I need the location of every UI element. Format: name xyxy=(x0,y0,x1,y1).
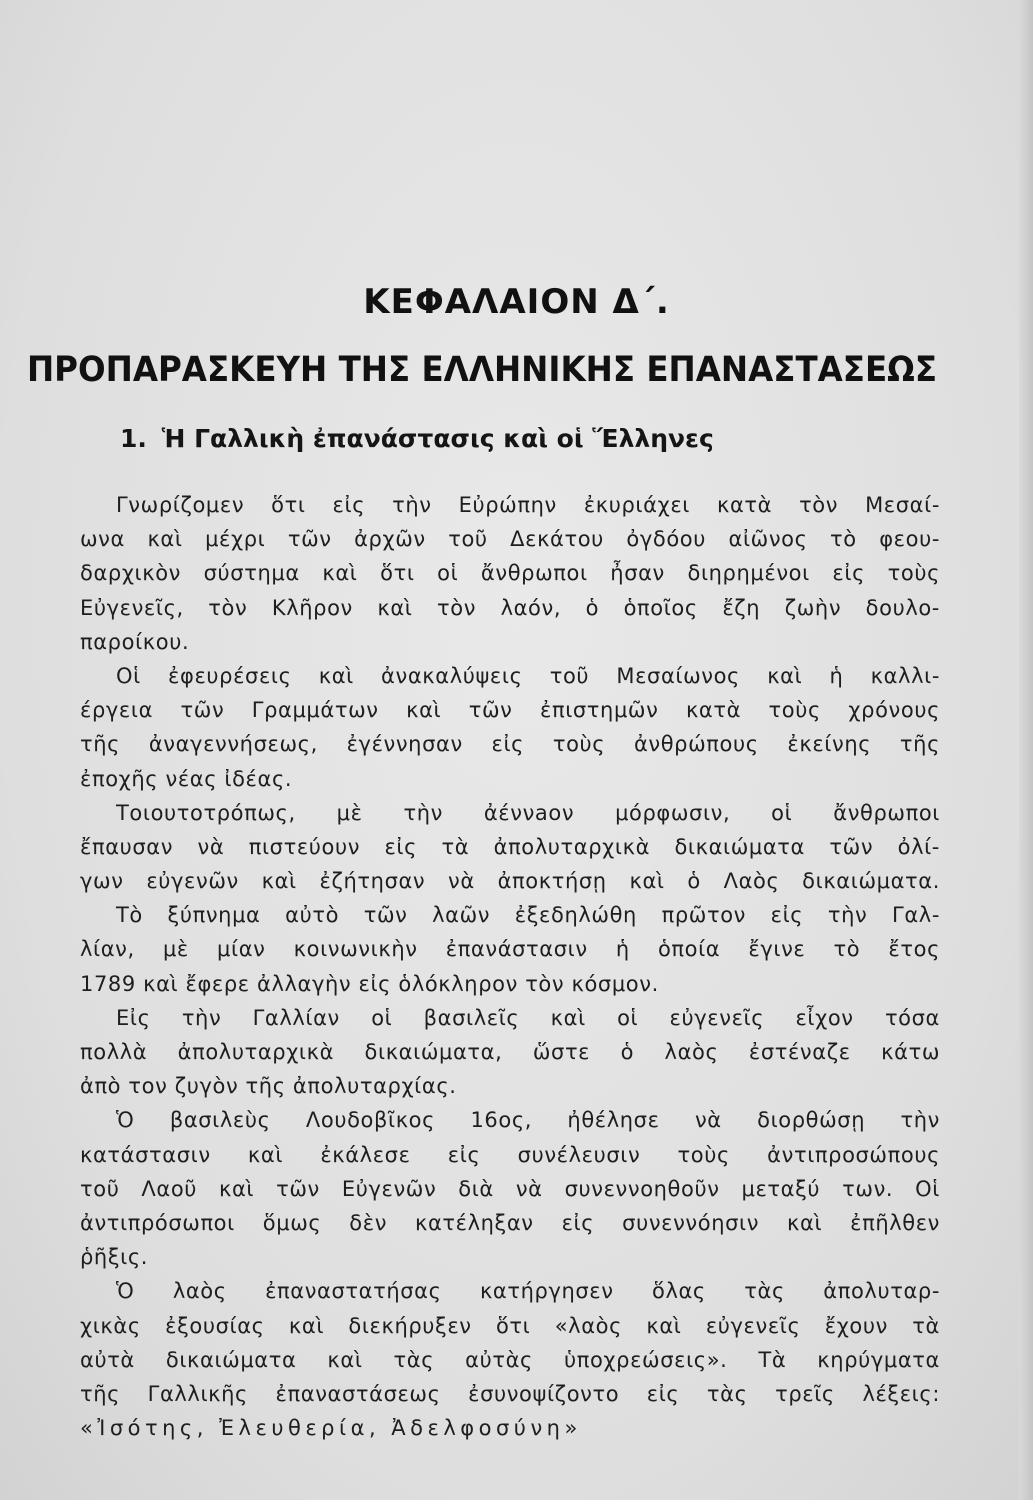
text-line: ἐποχῆς νέας ἰδέας. xyxy=(80,766,293,791)
text-line: Ὁ βασιλεὺς Λουδοβῖκος 16ος, ἠθέλησε νὰ διορθώσῃ τὴν xyxy=(116,1108,940,1133)
section-title: Ἡ Γαλλικὴ ἐπανάστασις καὶ οἱ Ἕλληνες xyxy=(161,424,714,453)
text-line: κατάστασιν καὶ ἐκάλεσε εἰς συνέλευσιν τοὺς ἀντιπροσώπους xyxy=(80,1142,940,1167)
page-edge-shadow xyxy=(1019,0,1033,1500)
text-line: Οἱ ἐφευρέσεις καὶ ἀνακαλύψεις τοῦ Μεσαίωνος καὶ ἡ καλλι- xyxy=(116,663,940,688)
text-line: παροίκου. xyxy=(80,629,190,654)
text-line: πολλὰ ἀπολυταρχικὰ δικαιώματα, ὥστε ὁ λαὸς ἐστέναζε κάτω xyxy=(80,1040,940,1064)
text-line: Εἰς τὴν Γαλλίαν οἱ βασιλεῖς καὶ οἱ εὐγενεῖς εἶχον τόσα xyxy=(116,1005,940,1030)
body-text xyxy=(80,488,940,1445)
text-line: τοῦ Λαοῦ καὶ τῶν Εὐγενῶν διὰ νὰ συνεννοηθοῦν μεταξύ των. Οἱ xyxy=(80,1176,940,1201)
text-line: Γνωρίζομεν ὅτι εἰς τὴν Εὐρώπην ἐκυριάχει κατὰ τὸν Μεσαί- xyxy=(116,493,940,517)
text-line: αὐτὰ δικαιώματα καὶ τὰς αὐτὰς ὑποχρεώσεις». Τὰ κηρύγματα xyxy=(80,1347,940,1372)
text-line: 1789 καὶ ἔφερε ἀλλαγὴν εἰς ὁλόκληρον τὸν κόσμον. xyxy=(80,971,659,996)
text-line: τῆς ἀναγεννήσεως, ἐγέννησαν εἰς τοὺς ἀνθρώπους ἐκείνης τῆς xyxy=(80,732,940,757)
text-line: Εὐγενεῖς, τὸν Κλῆρον καὶ τὸν λαόν, ὁ ὁποῖος ἔζη ζωὴν δουλο- xyxy=(80,595,940,620)
text-line: ωνα καὶ μέχρι τῶν ἀρχῶν τοῦ Δεκάτου ὀγδόου αἰῶνος τὸ φεου- xyxy=(80,527,940,552)
text-line: Τὸ ξύπνημα αὐτὸ τῶν λαῶν ἐξεδηλώθη πρῶτον εἰς τὴν Γαλ- xyxy=(116,903,940,928)
text-line: «Ἰσότης, Ἐλευθερία, Ἀδελφοσύνη» xyxy=(80,1416,582,1441)
text-line: Ὁ λαὸς ἐπαναστατήσας κατήργησεν ὅλας τὰς ἀπολυταρ- xyxy=(116,1279,940,1304)
section-heading xyxy=(120,424,720,453)
chapter-title: ΠΡΟΠΑΡΑΣΚΕΥΗ ΤΗΣ ΕΛΛΗΝΙΚΗΣ ΕΠΑΝΑΣΤΑΣΕΩΣ xyxy=(26,348,938,390)
text-line: Τοιουτοτρόπως, μὲ τὴν ἀέννaoν μόρφωσιν, οἱ ἄνθρωποι xyxy=(116,800,940,825)
text-line: δαρχικὸν σύστημα καὶ ὅτι οἱ ἄνθρωποι ἦσαν διηρημένοι εἰς τοὺς xyxy=(80,561,940,586)
chapter-heading: ΚΕΦΑΛΑΙΟΝ Δ΄. xyxy=(363,282,670,322)
text-line: ῥῆξις. xyxy=(80,1245,149,1270)
text-line: χικὰς ἐξουσίας καὶ διεκήρυξεν ὅτι «λαὸς καὶ εὐγενεῖς ἔχουν τὰ xyxy=(80,1313,940,1338)
section-number: 1. xyxy=(120,424,147,453)
text-line: γων εὐγενῶν καὶ ἐζήτησαν νὰ ἀποκτήσῃ καὶ ὁ Λαὸς δικαιώματα. xyxy=(80,869,940,894)
text-line: τῆς Γαλλικῆς ἐπαναστάσεως ἐσυνοψίζοντο εἰς τὰς τρεῖς λέξεις: xyxy=(80,1381,940,1406)
text-line: ἀπὸ τον ζυγὸν τῆς ἀπολυταρχίας. xyxy=(80,1074,457,1099)
text-line: ἔπαυσαν νὰ πιστεύουν εἰς τὰ ἀπολυταρχικὰ δικαιώματα τῶν ὀλί- xyxy=(80,834,940,859)
text-line: έργεια τῶν Γραμμάτων καὶ τῶν ἐπιστημῶν κατὰ τοὺς χρόνους xyxy=(80,698,940,723)
text-line: λίαν, μὲ μίαν κοινωνικὴν ἐπανάστασιν ἡ ὁποία ἔγινε τὸ ἔτος xyxy=(80,937,940,962)
text-line: ἀντιπρόσωποι ὅμως δὲν κατέληξαν εἰς συνεννόησιν καὶ ἐπῆλθεν xyxy=(80,1210,940,1235)
